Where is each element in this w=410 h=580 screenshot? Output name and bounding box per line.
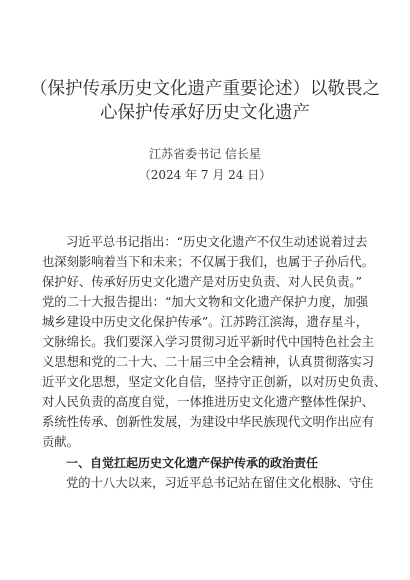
body-line-8: 近平文化思想，坚定文化自信，坚持守正创新，以对历史负责、 (42, 375, 387, 389)
body-line-4: 党的二十大报告提出：“加大文物和文化遗产保护力度，加强 (42, 295, 369, 309)
section-heading: 一、自觉扛起历史文化遗产保护传承的政治责任 (66, 456, 319, 470)
body-line-2: 也深刻影响着当下和未来；不仅属于我们，也属于子孙后代。 (42, 255, 375, 269)
article-title-line-2: 心保护传承好历史文化遗产 (100, 103, 310, 123)
body-line-11: 贡献。 (42, 435, 79, 449)
body-line-9: 对人民负责的高度自觉，一体推进历史文化遗产整体性保护、 (42, 395, 375, 409)
article-date: （2024 年 7 月 24 日） (138, 168, 272, 182)
body-line-3: 保护好、传承好历史文化遗产是对历史负责、对人民负责。” (42, 275, 362, 289)
article-title-line-1: （保护传承历史文化遗产重要论述）以敬畏之 (30, 79, 380, 99)
body-line-10: 系统性传承、创新性发展，为建设中华民族现代文明作出应有 (42, 415, 375, 429)
body-line-5: 城乡建设中历史文化保护传承”。江苏跨江滨海，遗存星斗， (42, 315, 369, 329)
body-line-6: 文脉绵长。我们要深入学习贯彻习近平新时代中国特色社会主 (42, 335, 375, 349)
body-line-1: 习近平总书记指出：“历史文化遗产不仅生动述说着过去 (66, 235, 368, 249)
section-first-line: 党的十八大以来，习近平总书记站在留住文化根脉、守住 (66, 476, 374, 490)
article-author: 江苏省委书记 信长星 (149, 147, 261, 161)
body-line-7: 义思想和党的二十大、二十届三中全会精神，认真贯彻落实习 (42, 355, 375, 369)
